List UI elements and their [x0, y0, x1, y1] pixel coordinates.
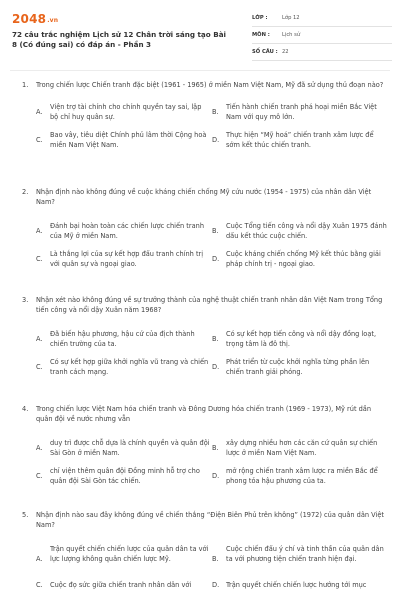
question-text: Nhận định nào sau đây không đúng về chiến thắng “Điện Biên Phủ trên không” (1972) của quân dân Việt Nam? [36, 511, 385, 529]
option-letter: D. [212, 472, 220, 480]
option-text: Đã biến hậu phương, hậu cứ của địch thành chiến trường của ta. [50, 330, 195, 348]
option-d[interactable] [212, 357, 387, 377]
question-stem [22, 80, 384, 90]
option-text: Trận quyết chiến chiến lược hướng tới mục [226, 581, 367, 589]
meta-row-count [252, 44, 392, 61]
option-text: Trận quyết chiến chiến lược của quân dân ta với lực lượng không quân chiến lược Mỹ. [50, 545, 209, 563]
option-a[interactable] [36, 102, 211, 122]
option-text: Cuộc chiến đấu ý chí và tinh thần của quân dân ta với phương tiện chiến tranh hiện đại. [226, 545, 384, 563]
meta-key: LỚP : [252, 15, 268, 21]
option-letter: C. [36, 581, 43, 589]
option-b[interactable] [212, 544, 387, 564]
question-number: 3. [22, 296, 29, 304]
question-text: Nhận định nào không đúng về cuộc kháng chiến chống Mỹ cứu nước (1954 - 1975) của nhân dân Việt Nam? [36, 188, 372, 206]
question-number: 5. [22, 511, 29, 519]
option-a[interactable] [36, 329, 211, 349]
document-meta [252, 10, 392, 61]
option-letter: B. [212, 108, 219, 116]
question-number: 1. [22, 81, 29, 89]
meta-key: SỐ CÂU : [252, 49, 278, 55]
meta-row-class [252, 10, 392, 27]
option-text: Viện trợ tài chính cho chính quyền tay sai, lập bộ chỉ huy quân sự. [50, 103, 202, 121]
option-b[interactable] [212, 329, 387, 349]
question-text: Trong chiến lược Việt Nam hóa chiến tranh và Đông Dương hóa chiến tranh (1969 - 1973), Mỹ rút dần quân đội về nước nhưng vẫn [36, 405, 372, 423]
option-d[interactable] [212, 130, 387, 150]
option-a[interactable] [36, 438, 211, 458]
logo-tld: .vn [47, 17, 59, 24]
option-text: Bao vây, tiêu diệt Chính phủ lâm thời Cộng hoà miền Nam Việt Nam. [50, 131, 207, 149]
option-letter: A. [36, 227, 43, 235]
document-title: 72 câu trắc nghiệm Lịch sử 12 Chân trời sáng tạo Bài 8 (Có đúng sai) có đáp án - Phần 3 [12, 30, 227, 49]
option-d[interactable] [212, 580, 387, 590]
meta-value: Lớp 12 [282, 15, 300, 21]
option-letter: B. [212, 444, 219, 452]
question-2 [22, 187, 387, 268]
option-text: chỉ viện thêm quân đội Đồng minh hỗ trợ cho quân đội Sài Gòn tác chiến. [50, 467, 200, 485]
option-letter: A. [36, 335, 43, 343]
question-stem [22, 295, 384, 315]
option-text: duy trì được chỗ dựa là chính quyền và quân đội Sài Gòn ở miền Nam. [50, 439, 210, 457]
header-divider [10, 70, 390, 71]
option-c[interactable] [36, 249, 211, 269]
question-text: Trong chiến lược Chiến tranh đặc biệt (1961 - 1965) ở miền Nam Việt Nam, Mỹ đã sử dụng thủ đoạn nào? [36, 81, 384, 89]
question-text: Nhận xét nào không đúng về sự trưởng thành của nghệ thuật chiến tranh nhân dân Việt Nam trong Tổng tiến công và nổi dậy Xuân năm 1968? [36, 296, 383, 314]
option-c[interactable] [36, 357, 211, 377]
question-4 [22, 404, 384, 485]
option-letter: D. [212, 255, 220, 263]
option-letter: B. [212, 335, 219, 343]
question-3 [22, 295, 384, 376]
option-text: Có sự kết hợp tiến công và nổi dậy đồng loạt, trọng tâm là đô thị. [226, 330, 377, 348]
option-text: Thực hiện “Mỹ hoá” chiến tranh xâm lược để sớm kết thúc chiến tranh. [226, 131, 374, 149]
option-text: Phát triển từ cuộc khởi nghĩa từng phần lên chiến tranh giải phóng. [226, 358, 370, 376]
question-number: 2. [22, 188, 29, 196]
meta-value: Lịch sử [282, 32, 301, 38]
option-d[interactable] [212, 249, 387, 269]
question-number: 4. [22, 405, 29, 413]
question-stem [22, 510, 384, 530]
option-letter: A. [36, 555, 43, 563]
option-b[interactable] [212, 102, 387, 122]
option-text: Cuộc kháng chiến chống Mỹ kết thúc bằng giải pháp chính trị - ngoại giao. [226, 250, 381, 268]
option-letter: C. [36, 472, 43, 480]
question-1 [22, 80, 384, 149]
option-text: Là thắng lợi của sự kết hợp đấu tranh chính trị với quân sự và ngoại giao. [50, 250, 204, 268]
option-c[interactable] [36, 466, 211, 486]
question-5 [22, 510, 385, 589]
option-letter: D. [212, 136, 220, 144]
option-letter: C. [36, 363, 43, 371]
option-letter: A. [36, 108, 43, 116]
logo-number: 2048 [12, 12, 47, 26]
option-letter: B. [212, 555, 219, 563]
option-letter: A. [36, 444, 43, 452]
option-a[interactable] [36, 221, 211, 241]
option-text: xây dựng nhiều hơn các căn cứ quân sự chiến lược ở miền Nam Việt Nam. [226, 439, 378, 457]
option-text: mở rộng chiến tranh xâm lược ra miền Bắc để phong tỏa hậu phương của ta. [226, 467, 378, 485]
option-text: Cuộc đọ sức giữa chiến tranh nhân dân với [50, 581, 192, 589]
option-text: Cuộc Tổng tiến công và nổi dậy Xuân 1975 đánh dấu kết thúc cuộc chiến. [226, 222, 387, 240]
question-stem [22, 404, 384, 424]
option-letter: D. [212, 581, 220, 589]
option-letter: C. [36, 136, 43, 144]
option-letter: D. [212, 363, 220, 371]
meta-value: 22 [282, 49, 289, 55]
option-text: Tiến hành chiến tranh phá hoại miền Bắc Việt Nam với quy mô lớn. [226, 103, 377, 121]
site-logo[interactable] [12, 12, 58, 26]
option-text: Đánh bại hoàn toàn các chiến lược chiến tranh của Mỹ ở miền Nam. [50, 222, 205, 240]
option-c[interactable] [36, 130, 211, 150]
option-b[interactable] [212, 221, 387, 241]
option-text: Có sự kết hợp giữa khởi nghĩa vũ trang và chiến tranh cách mạng. [50, 358, 209, 376]
option-letter: C. [36, 255, 43, 263]
option-b[interactable] [212, 438, 387, 458]
meta-row-subject [252, 27, 392, 44]
option-a[interactable] [36, 544, 211, 564]
meta-key: MÔN : [252, 32, 270, 38]
option-c[interactable] [36, 580, 211, 590]
option-letter: B. [212, 227, 219, 235]
question-stem [22, 187, 384, 207]
option-d[interactable] [212, 466, 387, 486]
